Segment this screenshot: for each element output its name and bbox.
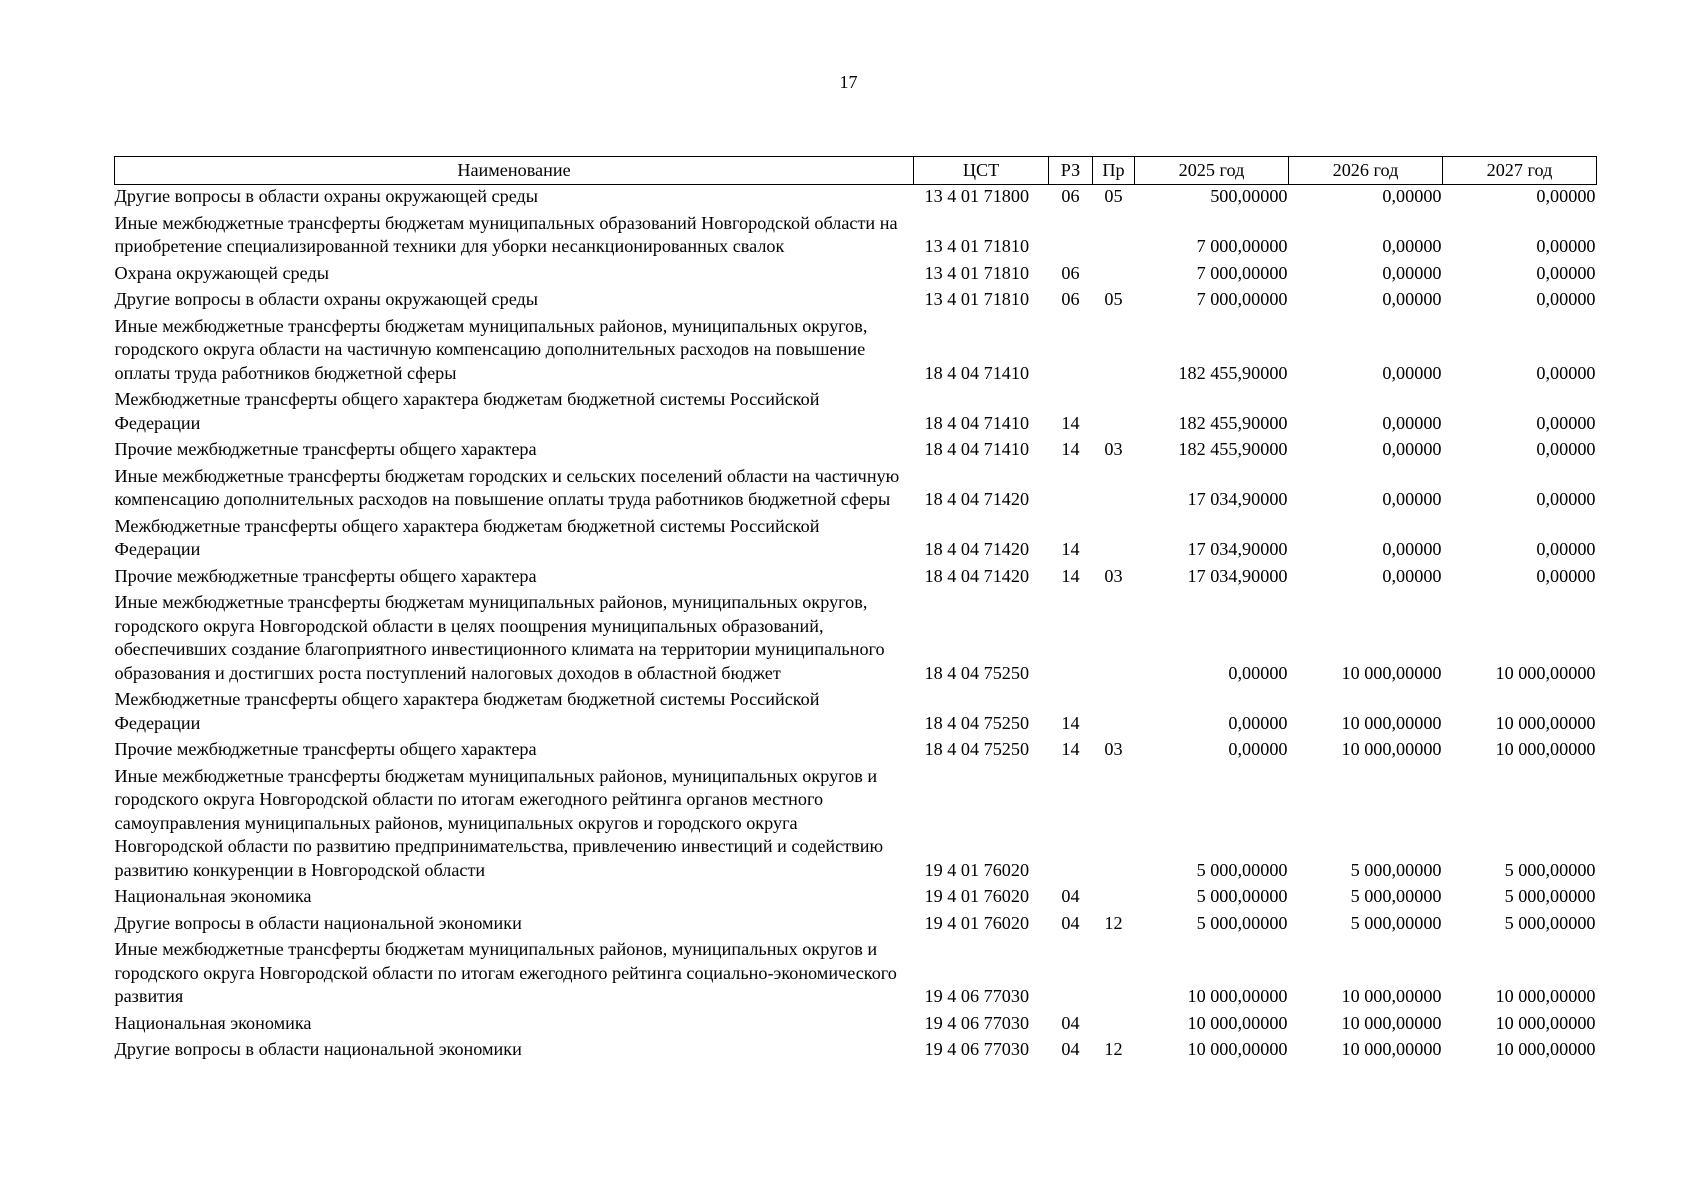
cell-2027: 0,00000 xyxy=(1536,289,1596,309)
table-row xyxy=(115,688,1597,738)
cell-name: Охрана окружающей среды xyxy=(114,262,329,283)
cell-rz xyxy=(1049,591,1093,688)
header-2026: 2026 год xyxy=(1289,157,1443,185)
cell-pr xyxy=(1093,765,1135,886)
cell-name: Иные межбюджетные трансферты бюджетам муниципальных образований Новгородской области на приобретение специализированной техники для уборки несанкционированных свалок xyxy=(114,212,898,256)
cell-name: Межбюджетные трансферты общего характера бюджетам бюджетной системы Российской Федерации xyxy=(114,515,820,559)
cell-2025: 182 455,90000 xyxy=(1178,439,1288,459)
cell-cst: 19 4 06 77030 xyxy=(924,986,1030,1006)
cell-pr xyxy=(1093,465,1135,515)
cell-rz: 14 xyxy=(1061,739,1080,759)
table-row xyxy=(115,515,1597,565)
cell-cst: 13 4 01 71810 xyxy=(924,236,1030,256)
cell-name: Межбюджетные трансферты общего характера бюджетам бюджетной системы Российской Федерации xyxy=(114,389,820,433)
cell-2025: 5 000,00000 xyxy=(1196,886,1288,906)
cell-2027: 5 000,00000 xyxy=(1504,886,1596,906)
cell-name: Другие вопросы в области охраны окружающей среды xyxy=(114,186,539,206)
table-row xyxy=(115,765,1597,886)
header-2025: 2025 год xyxy=(1135,157,1289,185)
cell-2027: 0,00000 xyxy=(1536,412,1596,433)
cell-2026: 10 000,00000 xyxy=(1341,739,1442,759)
cell-2025: 17 034,90000 xyxy=(1187,489,1288,509)
cell-2026: 0,00000 xyxy=(1382,565,1442,586)
cell-pr xyxy=(1093,1012,1135,1039)
cell-2027: 0,00000 xyxy=(1536,236,1596,256)
header-cst: ЦСТ xyxy=(914,157,1049,185)
cell-name: Прочие межбюджетные трансферты общего характера xyxy=(114,565,537,586)
cell-2027: 10 000,00000 xyxy=(1495,1039,1596,1059)
cell-2025: 500,00000 xyxy=(1210,186,1288,206)
cell-rz: 04 xyxy=(1061,886,1080,906)
cell-2026: 10 000,00000 xyxy=(1341,1039,1442,1059)
cell-name: Иные межбюджетные трансферты бюджетам городских и сельских поселений области на частичную компенсацию дополнительных расходов на повышение оплаты труда работников бюджетной сферы xyxy=(114,465,900,509)
table-row xyxy=(115,938,1597,1012)
cell-pr xyxy=(1093,262,1135,289)
cell-name: Другие вопросы в области национальной экономики xyxy=(114,1039,522,1059)
cell-2025: 10 000,00000 xyxy=(1187,1039,1288,1059)
cell-2027: 10 000,00000 xyxy=(1495,1012,1596,1033)
header-name: Наименование xyxy=(115,157,914,185)
table-row xyxy=(115,262,1597,289)
cell-name: Прочие межбюджетные трансферты общего характера xyxy=(114,439,537,459)
cell-2026: 10 000,00000 xyxy=(1341,662,1442,683)
header-rz: РЗ xyxy=(1049,157,1093,185)
cell-2027: 10 000,00000 xyxy=(1495,986,1596,1006)
cell-2027: 0,00000 xyxy=(1536,439,1596,459)
cell-pr xyxy=(1093,212,1135,262)
cell-2025: 0,00000 xyxy=(1228,662,1288,683)
cell-rz xyxy=(1049,315,1093,389)
cell-2025: 5 000,00000 xyxy=(1196,912,1288,933)
cell-pr xyxy=(1093,515,1135,565)
cell-2027: 10 000,00000 xyxy=(1495,712,1596,733)
table-row xyxy=(115,438,1597,465)
page-number: 17 xyxy=(839,72,858,92)
cell-2026: 0,00000 xyxy=(1382,362,1442,383)
cell-rz: 06 xyxy=(1061,262,1080,283)
cell-2025: 0,00000 xyxy=(1228,739,1288,759)
cell-rz: 04 xyxy=(1061,1039,1080,1059)
cell-cst: 18 4 04 71420 xyxy=(924,489,1030,509)
cell-rz: 04 xyxy=(1061,912,1080,933)
cell-2026: 0,00000 xyxy=(1382,186,1442,206)
cell-cst: 18 4 04 75250 xyxy=(924,712,1030,733)
cell-2026: 0,00000 xyxy=(1382,412,1442,433)
cell-2025: 17 034,90000 xyxy=(1187,565,1288,586)
cell-pr: 03 xyxy=(1104,739,1123,759)
table-row xyxy=(115,1038,1597,1065)
header-2027: 2027 год xyxy=(1443,157,1597,185)
cell-2026: 10 000,00000 xyxy=(1341,712,1442,733)
cell-cst: 13 4 01 71810 xyxy=(924,262,1030,283)
cell-2026: 5 000,00000 xyxy=(1350,859,1442,880)
cell-rz: 14 xyxy=(1061,712,1080,733)
cell-pr: 12 xyxy=(1104,912,1123,933)
table-row xyxy=(115,465,1597,515)
cell-rz xyxy=(1049,465,1093,515)
cell-2026: 10 000,00000 xyxy=(1341,986,1442,1006)
cell-name: Иные межбюджетные трансферты бюджетам муниципальных районов, муниципальных округов, городского округа области на частичную компенсацию дополнительных расходов на повышение оплаты труда работников бюджетной сферы xyxy=(114,315,868,383)
cell-2027: 0,00000 xyxy=(1536,262,1596,283)
cell-2026: 10 000,00000 xyxy=(1341,1012,1442,1033)
cell-rz: 14 xyxy=(1061,565,1080,586)
cell-name: Национальная экономика xyxy=(114,1012,312,1033)
table-row xyxy=(115,388,1597,438)
cell-2026: 0,00000 xyxy=(1382,236,1442,256)
cell-rz xyxy=(1049,212,1093,262)
cell-name: Национальная экономика xyxy=(114,886,312,906)
cell-2025: 5 000,00000 xyxy=(1196,859,1288,880)
table-row xyxy=(115,912,1597,939)
cell-name: Иные межбюджетные трансферты бюджетам муниципальных районов, муниципальных округов и городского округа Новгородской области по итогам ежегодного рейтинга органов местного самоуправления муниципальных районов, муниципальных округов и городского округа Новгородской области по развитию предпринимательства, привлечению инвестиций и содействию развитию конкуренции в Новгородской области xyxy=(114,765,884,880)
cell-2025: 182 455,90000 xyxy=(1178,362,1288,383)
cell-cst: 13 4 01 71810 xyxy=(924,289,1030,309)
cell-cst: 19 4 06 77030 xyxy=(924,1039,1030,1059)
cell-2025: 0,00000 xyxy=(1228,712,1288,733)
cell-cst: 19 4 01 76020 xyxy=(924,912,1030,933)
cell-2026: 0,00000 xyxy=(1382,262,1442,283)
cell-pr: 05 xyxy=(1104,186,1123,206)
cell-2027: 0,00000 xyxy=(1536,362,1596,383)
cell-pr xyxy=(1093,938,1135,1012)
cell-name: Прочие межбюджетные трансферты общего характера xyxy=(114,739,537,759)
table-body xyxy=(115,185,1597,1065)
cell-rz: 14 xyxy=(1061,539,1080,559)
table-row xyxy=(115,885,1597,912)
cell-name: Иные межбюджетные трансферты бюджетам муниципальных районов, муниципальных округов, городского округа Новгородской области в целях поощрения муниципальных образований, обеспечивших создание благоприятного инвестиционного климата на территории муниципального образования и достигших роста поступлений налоговых доходов в областной бюджет xyxy=(114,592,885,683)
cell-cst: 18 4 04 71420 xyxy=(924,565,1030,586)
cell-2026: 0,00000 xyxy=(1382,439,1442,459)
cell-2026: 0,00000 xyxy=(1382,539,1442,559)
cell-pr xyxy=(1093,315,1135,389)
cell-rz: 06 xyxy=(1061,289,1080,309)
table-row xyxy=(115,1012,1597,1039)
cell-2027: 0,00000 xyxy=(1536,539,1596,559)
cell-pr: 12 xyxy=(1104,1039,1123,1059)
header-pr: Пр xyxy=(1093,157,1135,185)
cell-2027: 0,00000 xyxy=(1536,565,1596,586)
cell-pr: 05 xyxy=(1104,289,1123,309)
cell-name: Другие вопросы в области национальной экономики xyxy=(114,912,522,933)
cell-2025: 10 000,00000 xyxy=(1187,1012,1288,1033)
cell-2026: 5 000,00000 xyxy=(1350,912,1442,933)
cell-name: Иные межбюджетные трансферты бюджетам муниципальных районов, муниципальных округов и городского округа Новгородской области по итогам ежегодного рейтинга социально-экономического развития xyxy=(114,939,897,1006)
budget-table xyxy=(114,156,1597,1065)
cell-cst: 19 4 01 76020 xyxy=(924,859,1030,880)
cell-2025: 17 034,90000 xyxy=(1187,539,1288,559)
cell-2025: 7 000,00000 xyxy=(1196,262,1288,283)
cell-2027: 0,00000 xyxy=(1536,489,1596,509)
cell-2026: 5 000,00000 xyxy=(1350,886,1442,906)
cell-2025: 182 455,90000 xyxy=(1178,412,1288,433)
cell-cst: 18 4 04 71410 xyxy=(924,412,1030,433)
table-row xyxy=(115,565,1597,592)
cell-2027: 5 000,00000 xyxy=(1504,912,1596,933)
cell-cst: 19 4 06 77030 xyxy=(924,1012,1030,1033)
cell-2026: 0,00000 xyxy=(1382,489,1442,509)
cell-2026: 0,00000 xyxy=(1382,289,1442,309)
cell-cst: 18 4 04 75250 xyxy=(924,662,1030,683)
cell-name: Другие вопросы в области охраны окружающей среды xyxy=(114,289,539,309)
header-row xyxy=(115,157,1597,185)
cell-rz: 14 xyxy=(1061,439,1080,459)
table-row xyxy=(115,212,1597,262)
cell-2027: 0,00000 xyxy=(1536,186,1596,206)
cell-cst: 18 4 04 71410 xyxy=(924,439,1030,459)
cell-cst: 18 4 04 71420 xyxy=(924,539,1030,559)
cell-cst: 19 4 01 76020 xyxy=(924,886,1030,906)
cell-rz: 14 xyxy=(1061,412,1080,433)
cell-rz: 06 xyxy=(1061,186,1080,206)
cell-name: Межбюджетные трансферты общего характера бюджетам бюджетной системы Российской Федерации xyxy=(114,689,820,733)
table-row xyxy=(115,591,1597,688)
cell-rz xyxy=(1049,938,1093,1012)
table-row xyxy=(115,738,1597,765)
cell-pr: 03 xyxy=(1104,565,1123,586)
table-row xyxy=(115,315,1597,389)
table-row xyxy=(115,185,1597,212)
cell-cst: 13 4 01 71800 xyxy=(924,186,1030,206)
cell-pr xyxy=(1093,388,1135,438)
cell-2027: 10 000,00000 xyxy=(1495,662,1596,683)
cell-2025: 7 000,00000 xyxy=(1196,289,1288,309)
cell-2027: 10 000,00000 xyxy=(1495,739,1596,759)
cell-rz: 04 xyxy=(1061,1012,1080,1033)
cell-2025: 7 000,00000 xyxy=(1196,236,1288,256)
cell-pr: 03 xyxy=(1104,439,1123,459)
cell-pr xyxy=(1093,591,1135,688)
cell-cst: 18 4 04 75250 xyxy=(924,739,1030,759)
cell-2027: 5 000,00000 xyxy=(1504,859,1596,880)
cell-cst: 18 4 04 71410 xyxy=(924,362,1030,383)
cell-2025: 10 000,00000 xyxy=(1187,986,1288,1006)
cell-rz xyxy=(1049,765,1093,886)
table-header xyxy=(115,157,1597,185)
cell-pr xyxy=(1093,885,1135,912)
cell-pr xyxy=(1093,688,1135,738)
table-row xyxy=(115,288,1597,315)
